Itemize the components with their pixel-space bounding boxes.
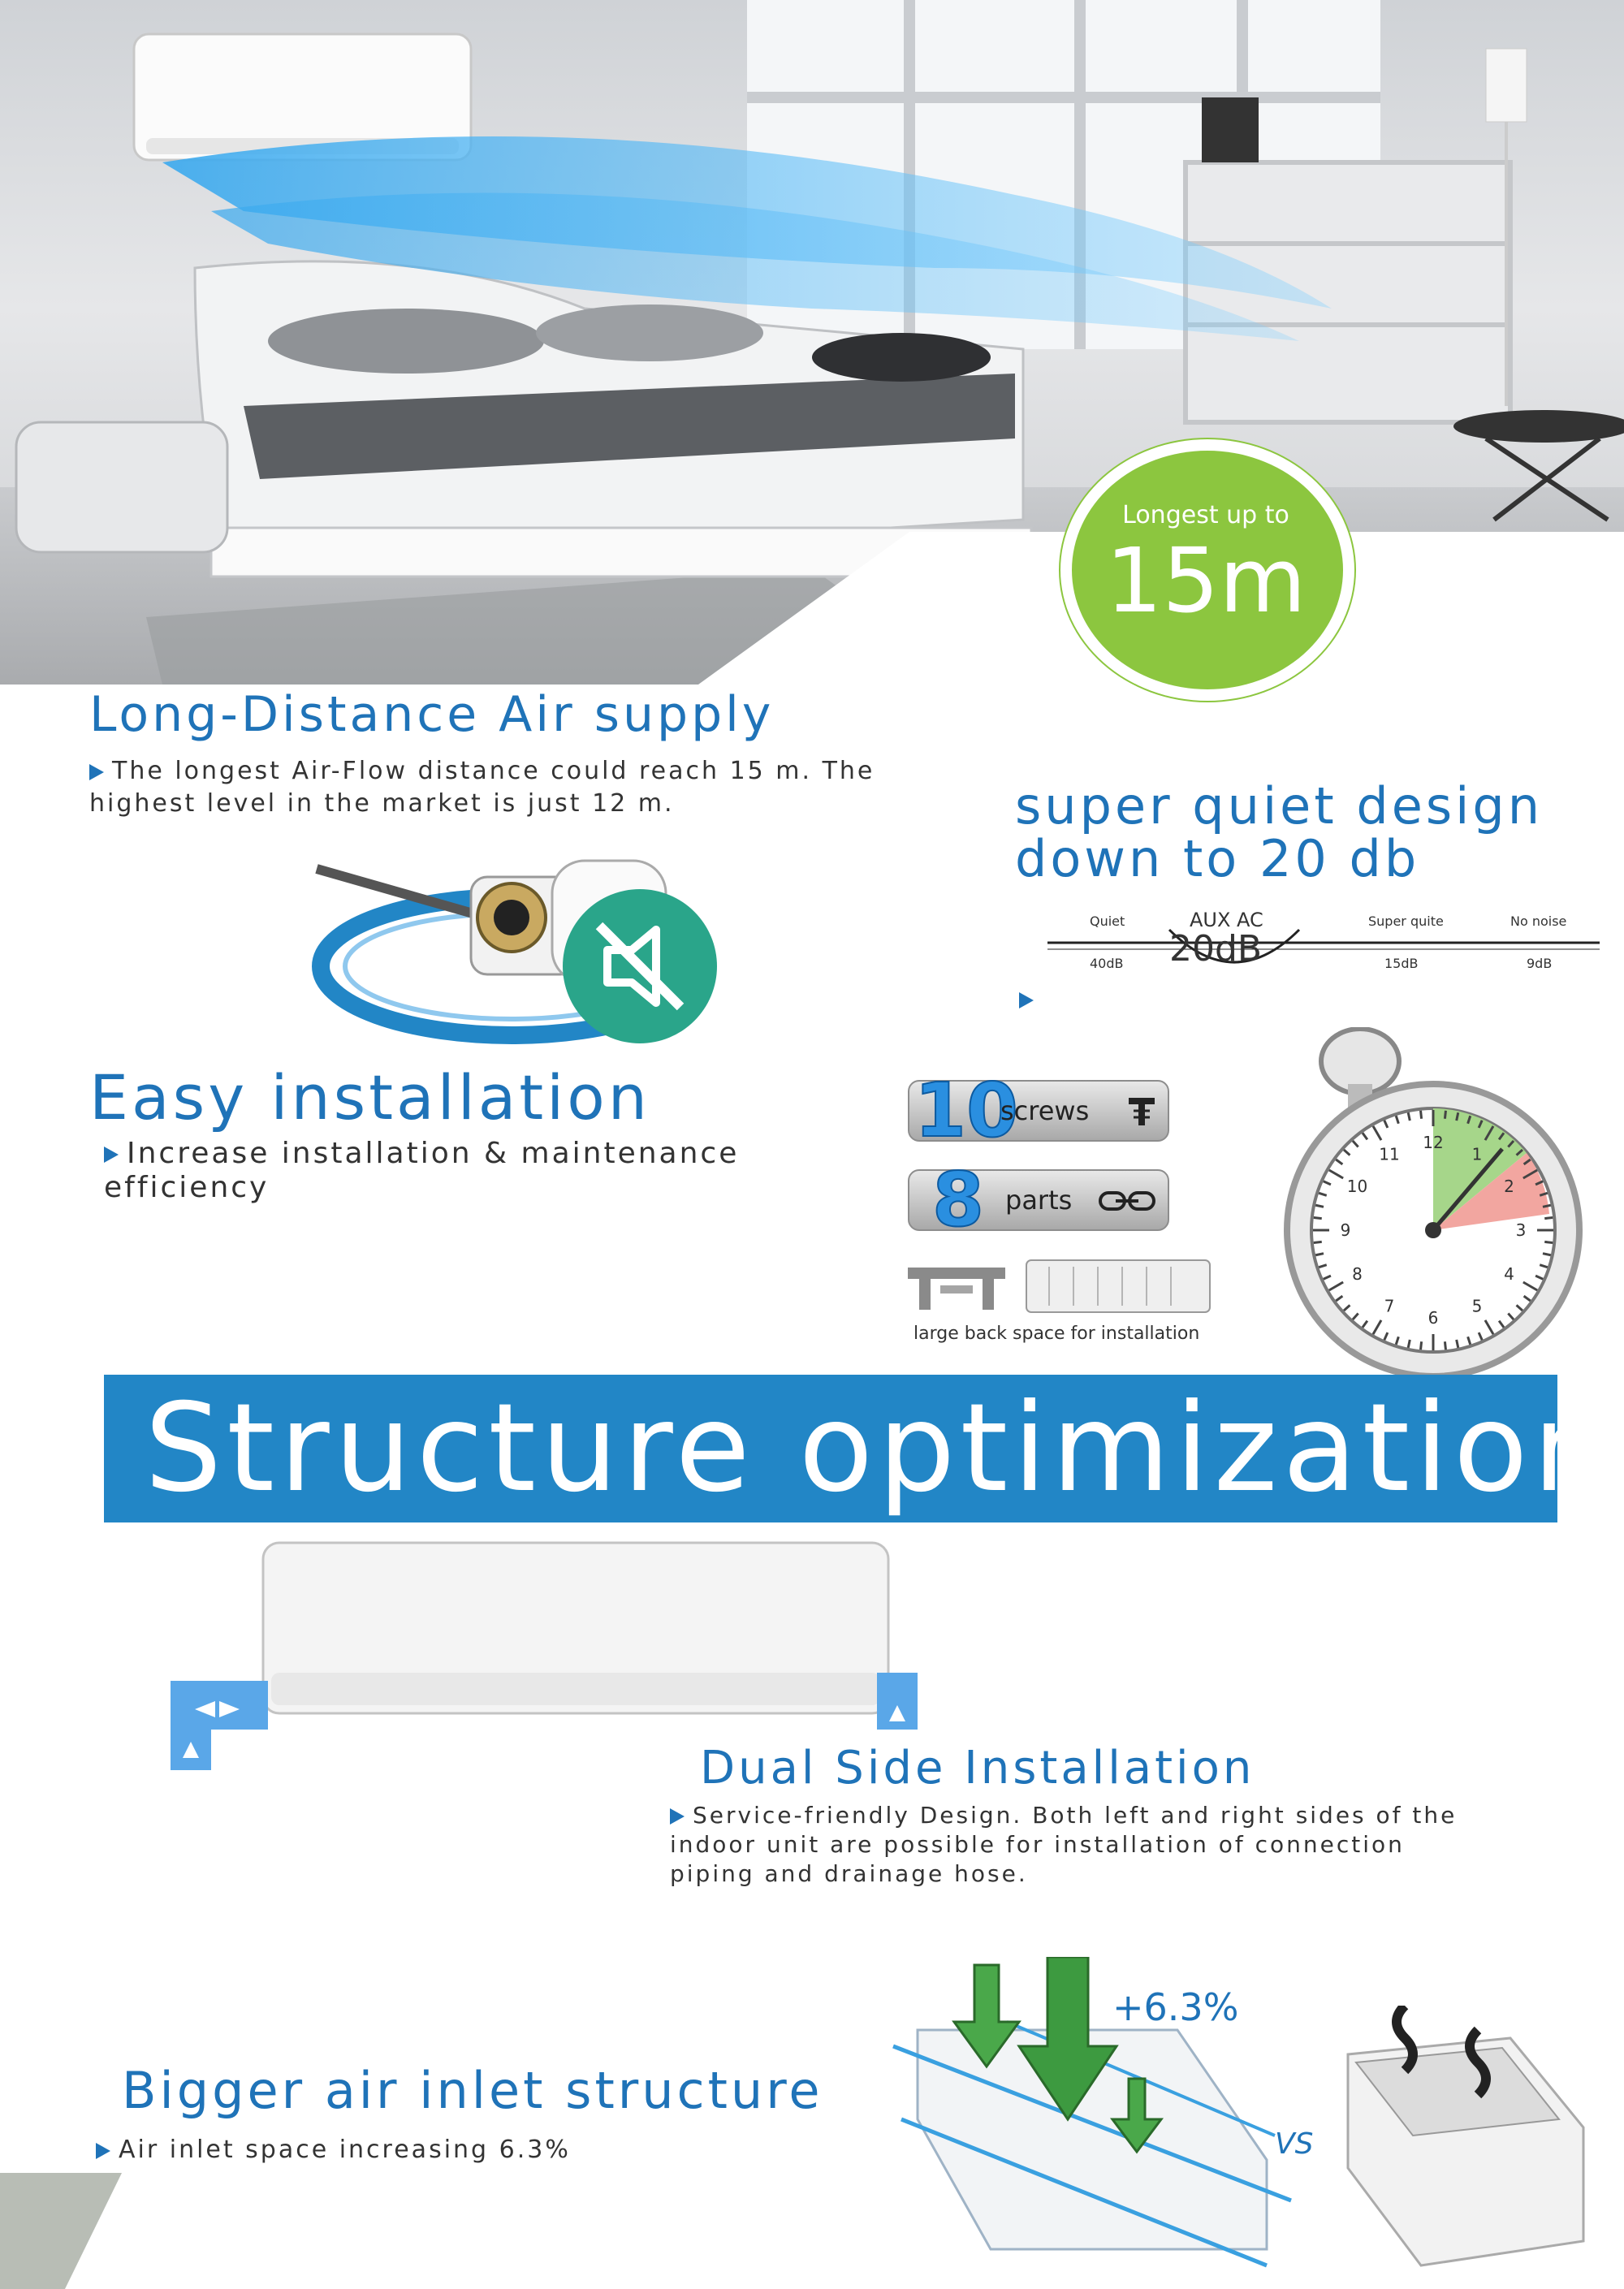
clock-number: 10 <box>1346 1177 1368 1196</box>
scale-aux-value: 20dB <box>1169 928 1263 970</box>
long-distance-title: Long-Distance Air supply <box>89 686 775 743</box>
bullet-arrow-icon <box>89 764 104 780</box>
bullet-arrow-icon <box>96 2143 110 2159</box>
clock-tick <box>1457 1112 1458 1121</box>
vs-label: VS <box>1275 2127 1314 2161</box>
screws-number: 10 <box>914 1067 1019 1154</box>
air-inlet-text: Air inlet space increasing 6.3% <box>119 2136 571 2164</box>
parts-number: 8 <box>932 1156 985 1243</box>
clock-number: 5 <box>1471 1296 1483 1316</box>
clock-tick <box>1543 1205 1551 1207</box>
long-distance-body <box>89 755 966 820</box>
easy-install-text: Increase installation & maintenance efficiency <box>104 1137 740 1204</box>
hero-photo <box>0 0 1624 685</box>
clock-tick <box>1421 1341 1422 1350</box>
parts-pill <box>908 1156 1169 1243</box>
distance-badge <box>1072 451 1340 686</box>
scale-super-label: Super quite <box>1368 913 1444 929</box>
badge-value: 15m <box>1105 529 1307 633</box>
parts-label: parts <box>1005 1185 1073 1216</box>
compare-unit-illustration <box>1340 2006 1592 2282</box>
clock-number: 7 <box>1384 1296 1395 1316</box>
clock-number: 1 <box>1471 1144 1483 1164</box>
clock-number: 9 <box>1340 1220 1351 1240</box>
dual-side-text: Service-friendly Design. Both left and right sides of the indoor unit are possible for installation of connection piping and drainage hose. <box>670 1802 1458 1887</box>
scale-none-label: No noise <box>1510 913 1567 929</box>
inlet-increase-label: +6.3% <box>1112 1985 1239 2029</box>
scale-quiet-label: Quiet <box>1090 913 1125 929</box>
clock-number: 2 <box>1504 1177 1514 1196</box>
scale-none-value: 9dB <box>1527 956 1553 971</box>
clock-tick <box>1314 1218 1322 1219</box>
clock-tick <box>1408 1340 1410 1348</box>
clock-tick <box>1408 1112 1410 1121</box>
screws-label: screws <box>1000 1095 1090 1126</box>
noise-scale <box>1047 905 1600 978</box>
structure-banner-text: Structure optimization <box>145 1378 1615 1519</box>
quiet-title-line2: down to 20 db <box>1015 829 1420 888</box>
dual-side-ac-illustration <box>171 1535 918 1770</box>
quiet-bullet-arrow-icon <box>1019 992 1034 1008</box>
hero-diagonal-cut <box>0 0 1624 685</box>
bigger-inlet-illustration <box>885 1957 1307 2282</box>
link-icon <box>1098 1189 1156 1213</box>
easy-install-title: Easy installation <box>89 1061 650 1134</box>
scale-super-value: 15dB <box>1384 956 1419 971</box>
easy-install-body <box>104 1137 818 1205</box>
scale-aux-label: AUX AC <box>1190 909 1263 931</box>
clock-number: 8 <box>1352 1264 1363 1284</box>
dual-side-title: Dual Side Installation <box>700 1742 1255 1794</box>
clock-number: 12 <box>1423 1133 1444 1152</box>
clock-tick <box>1315 1205 1324 1207</box>
screw-icon <box>1127 1096 1156 1127</box>
bullet-arrow-icon <box>670 1808 685 1825</box>
corner-decoration <box>0 2173 122 2289</box>
unit-back-illustration <box>1025 1259 1212 1314</box>
mounting-bracket-icon <box>908 1263 1005 1311</box>
back-space-caption: large back space for installation <box>914 1324 1200 1344</box>
clock-number: 6 <box>1427 1308 1439 1328</box>
clock-tick <box>1543 1254 1551 1255</box>
air-inlet-body <box>96 2134 745 2166</box>
structure-banner <box>104 1375 1615 1522</box>
dual-side-body <box>670 1801 1482 1889</box>
clock-number: 3 <box>1515 1220 1527 1240</box>
scale-quiet-value: 40dB <box>1090 956 1124 971</box>
mute-icon <box>559 885 721 1047</box>
clock-tick <box>1457 1340 1458 1348</box>
badge-top-text: Longest up to <box>1122 501 1289 529</box>
screws-pill <box>908 1067 1169 1154</box>
clock-tick <box>1421 1111 1422 1119</box>
air-inlet-title: Bigger air inlet structure <box>122 2061 823 2120</box>
clock-number: 11 <box>1379 1144 1400 1164</box>
quiet-title-line1: super quiet design <box>1015 776 1544 836</box>
clock-tick <box>1544 1218 1553 1219</box>
long-distance-text: The longest Air-Flow distance could reach 15 m. The highest level in the market is just 12 m. <box>89 757 875 818</box>
clock-tick <box>1315 1254 1324 1255</box>
bullet-arrow-icon <box>104 1147 119 1163</box>
stopwatch-icon <box>1267 1027 1592 1384</box>
clock-number: 4 <box>1504 1264 1514 1284</box>
